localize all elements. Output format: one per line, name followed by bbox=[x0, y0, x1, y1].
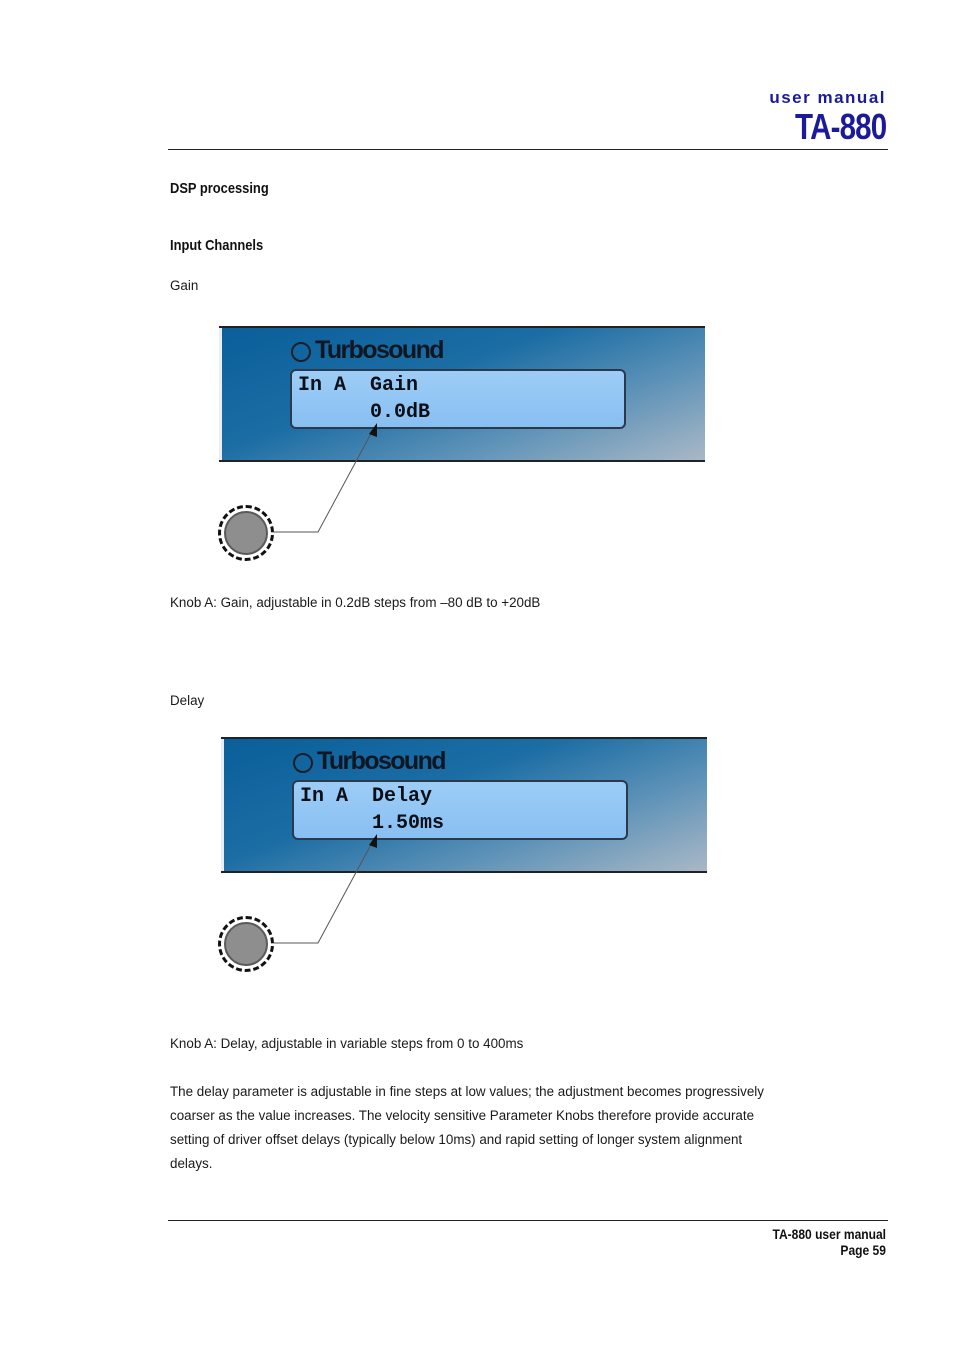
rotary-knob-icon bbox=[224, 922, 268, 966]
turbosound-logo: Turbosound bbox=[317, 747, 445, 775]
gain-caption: Knob A: Gain, adjustable in 0.2dB steps from –80 dB to +20dB bbox=[170, 595, 541, 610]
delay-label: Delay bbox=[170, 693, 205, 708]
footer-rule bbox=[168, 1220, 888, 1221]
header-title: TA-880 bbox=[794, 106, 886, 147]
gain-lcd-line2: 0.0dB bbox=[298, 401, 431, 424]
gain-label: Gain bbox=[170, 278, 199, 293]
header-subtitle: user manual bbox=[769, 88, 886, 107]
section-subtitle: Input Channels bbox=[170, 237, 264, 254]
section-title: DSP processing bbox=[170, 180, 269, 197]
delay-caption: Knob A: Delay, adjustable in variable steps from 0 to 400ms bbox=[170, 1036, 524, 1051]
delay-description: The delay parameter is adjustable in fine steps at low values; the adjustment becomes progressively coarser as the value increases. The velocity sensitive Parameter Knobs therefore provide accurate setting of driver offset delays (typically below 10ms) and rapid setting of longer system alignment delays. bbox=[170, 1084, 764, 1171]
gain-lcd-line1: In A Gain bbox=[298, 374, 419, 397]
delay-lcd-line2: 1.50ms bbox=[300, 812, 445, 835]
delay-lcd-line1: In A Delay bbox=[300, 785, 433, 808]
turbosound-logo: Turbosound bbox=[315, 336, 443, 364]
delay-knob bbox=[218, 916, 274, 972]
footer-page: Page 59 bbox=[840, 1242, 886, 1258]
footer-manual: TA-880 user manual bbox=[772, 1226, 886, 1242]
